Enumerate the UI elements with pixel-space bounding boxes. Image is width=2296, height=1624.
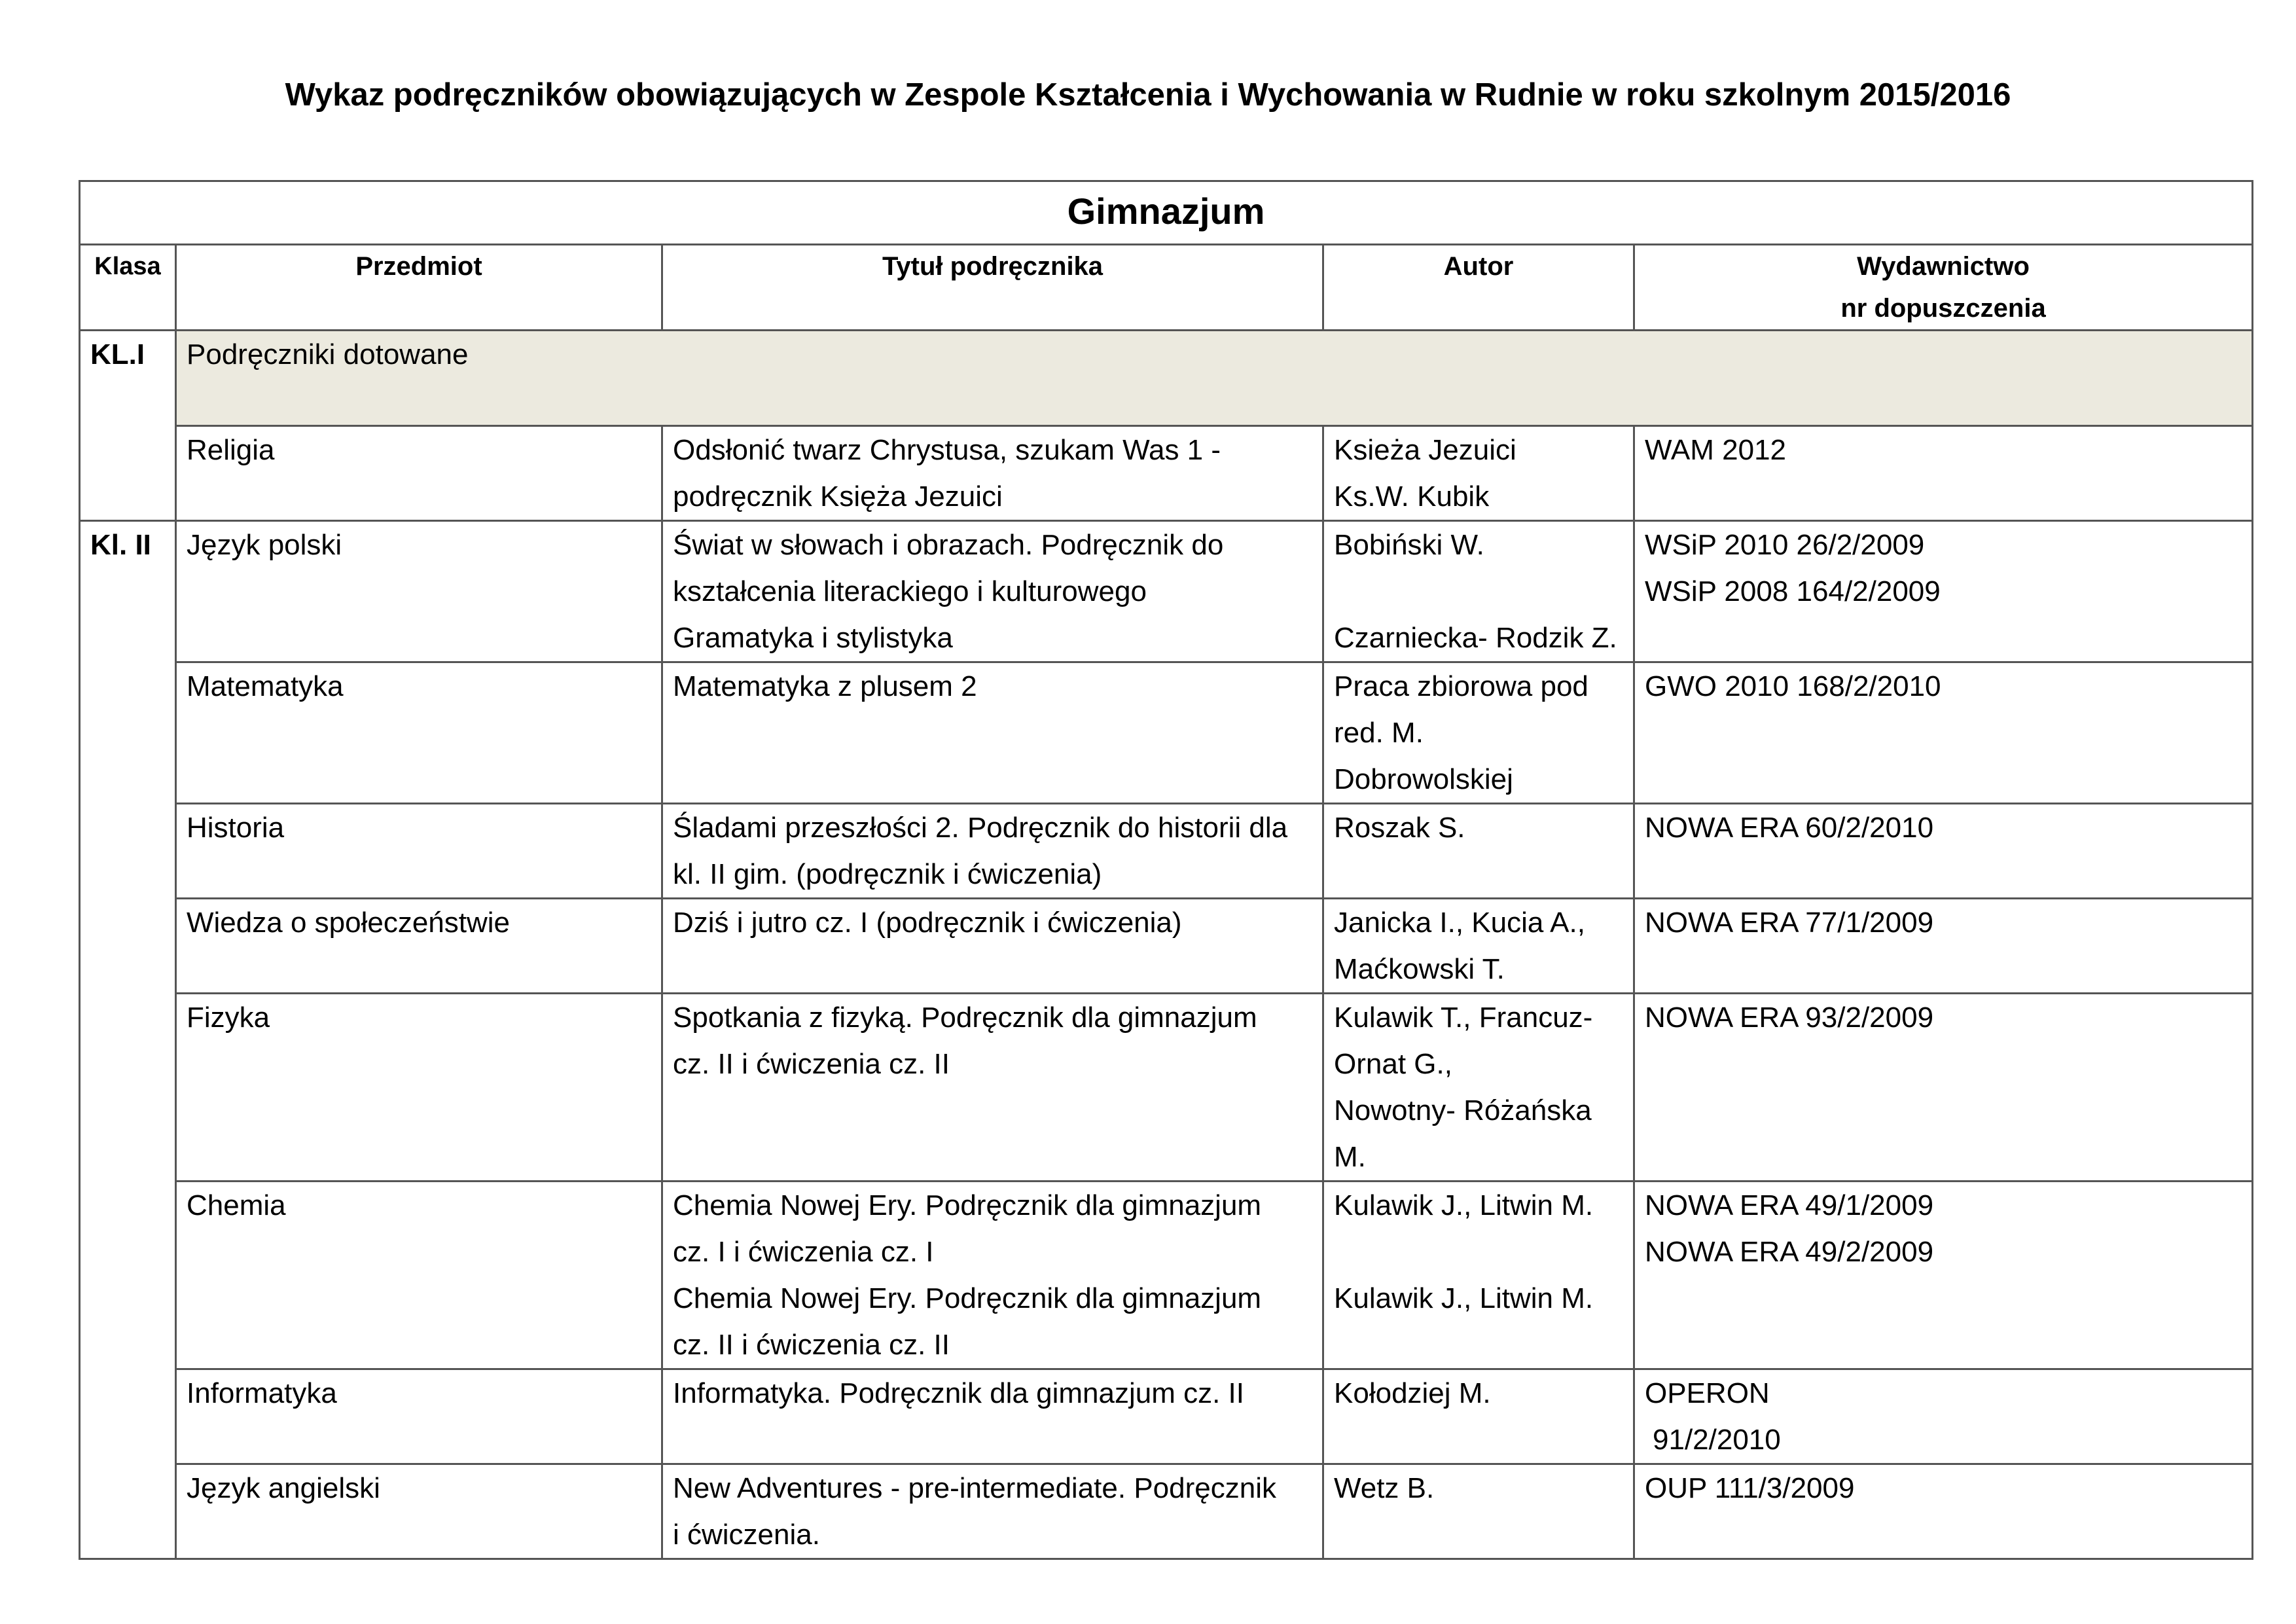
column-header-klasa: Klasa <box>80 245 176 331</box>
publisher-line: NOWA ERA 60/2/2010 <box>1645 812 1934 844</box>
title-line: cz. II i ćwiczenia cz. II <box>673 1048 950 1080</box>
title-line: Odsłonić twarz Chrystusa, szukam Was 1 - <box>673 434 1221 466</box>
table-row <box>80 426 2253 521</box>
title-cell <box>662 426 1323 521</box>
publisher-cell <box>1634 662 2253 804</box>
title-line: Spotkania z fizyką. Podręcznik dla gimnazjum <box>673 1001 1257 1034</box>
class-label-kl1: KL.I <box>80 331 176 521</box>
publisher-line: NOWA ERA 93/2/2009 <box>1645 1001 1934 1034</box>
title-cell <box>662 1182 1323 1369</box>
author-line: Kulawik T., Francuz- <box>1334 1001 1593 1034</box>
author-cell <box>1323 899 1634 994</box>
publisher-line: NOWA ERA 49/1/2009 <box>1645 1189 1934 1221</box>
subject-cell: Informatyka <box>176 1369 662 1464</box>
author-cell <box>1323 1182 1634 1369</box>
title-cell <box>662 899 1323 994</box>
class-label-kl2: Kl. II <box>80 521 176 1559</box>
author-cell <box>1323 1369 1634 1464</box>
dotowane-label: Podręczniki dotowane <box>176 331 2253 426</box>
document-title: Wykaz podręczników obowiązujących w Zespole Kształcenia i Wychowania w Rudnie w roku szkolnym 2015/2016 <box>285 77 2011 113</box>
subject-cell: Matematyka <box>176 662 662 804</box>
column-header-tytul: Tytuł podręcznika <box>662 245 1323 331</box>
table-row <box>80 899 2253 994</box>
publisher-line: WSiP 2010 26/2/2009 <box>1645 529 1925 561</box>
publisher-line: WSiP 2008 164/2/2009 <box>1645 575 1941 607</box>
title-cell <box>662 521 1323 662</box>
table-row <box>80 1464 2253 1559</box>
publisher-cell <box>1634 1464 2253 1559</box>
publisher-cell <box>1634 426 2253 521</box>
title-line: kl. II gim. (podręcznik i ćwiczenia) <box>673 858 1102 890</box>
title-line: Chemia Nowej Ery. Podręcznik dla gimnazjum <box>673 1282 1262 1314</box>
author-cell <box>1323 662 1634 804</box>
publisher-line: OPERON <box>1645 1377 1770 1409</box>
kl2-rows <box>80 521 2253 1559</box>
column-header-wydawnictwo <box>1634 245 2253 331</box>
publisher-cell <box>1634 994 2253 1182</box>
author-line: Roszak S. <box>1334 812 1465 844</box>
subject-cell: Wiedza o społeczeństwie <box>176 899 662 994</box>
title-cell <box>662 1464 1323 1559</box>
title-line: New Adventures - pre-intermediate. Podręcznik <box>673 1472 1276 1504</box>
table-row <box>80 521 2253 662</box>
publisher-line: NOWA ERA 49/2/2009 <box>1645 1236 1934 1268</box>
author-cell <box>1323 994 1634 1182</box>
subject-cell: Chemia <box>176 1182 662 1369</box>
author-line: red. M. <box>1334 717 1424 749</box>
author-line: Ornat G., <box>1334 1048 1452 1080</box>
author-line: Kołodziej M. <box>1334 1377 1491 1409</box>
title-cell <box>662 662 1323 804</box>
author-line: Janicka I., Kucia A., <box>1334 907 1585 939</box>
column-header-nr-dopuszczenia-line: nr dopuszczenia <box>1840 294 2046 323</box>
title-line: Dziś i jutro cz. I (podręcznik i ćwiczenia) <box>673 907 1182 939</box>
title-line: cz. II i ćwiczenia cz. II <box>673 1329 950 1361</box>
author-line: Maćkowski T. <box>1334 953 1505 985</box>
textbook-table <box>79 180 2253 1560</box>
title-line: Gramatyka i stylistyka <box>673 622 953 654</box>
author-cell <box>1323 804 1634 899</box>
dotowane-row <box>80 331 2253 426</box>
section-header-row <box>80 181 2253 245</box>
subject-cell: Historia <box>176 804 662 899</box>
publisher-line: 91/2/2010 <box>1653 1424 1781 1456</box>
author-line: Kulawik J., Litwin M. <box>1334 1189 1594 1221</box>
author-line <box>1334 568 1623 615</box>
author-cell <box>1323 426 1634 521</box>
title-cell <box>662 1369 1323 1464</box>
title-line: Świat w słowach i obrazach. Podręcznik do <box>673 529 1224 561</box>
publisher-cell <box>1634 1182 2253 1369</box>
author-line: M. <box>1334 1141 1366 1173</box>
title-line: i ćwiczenia. <box>673 1519 820 1551</box>
author-line: Wetz B. <box>1334 1472 1435 1504</box>
author-cell <box>1323 521 1634 662</box>
column-header-row <box>80 245 2253 331</box>
title-line: Chemia Nowej Ery. Podręcznik dla gimnazjum <box>673 1189 1262 1221</box>
section-title: Gimnazjum <box>80 181 2253 245</box>
author-line: Ksieża Jezuici <box>1334 434 1516 466</box>
subject-cell: Język polski <box>176 521 662 662</box>
title-line: Informatyka. Podręcznik dla gimnazjum cz. II <box>673 1377 1244 1409</box>
publisher-line: OUP 111/3/2009 <box>1645 1472 1855 1504</box>
publisher-line: WAM 2012 <box>1645 434 1787 466</box>
author-line: Praca zbiorowa pod <box>1334 670 1588 702</box>
author-line <box>1334 1229 1623 1275</box>
author-line: Kulawik J., Litwin M. <box>1334 1282 1594 1314</box>
subject-cell: Fizyka <box>176 994 662 1182</box>
author-line: Czarniecka- Rodzik Z. <box>1334 622 1617 654</box>
title-cell <box>662 994 1323 1182</box>
title-line: Matematyka z plusem 2 <box>673 670 977 702</box>
column-header-przedmiot: Przedmiot <box>176 245 662 331</box>
title-line: podręcznik Księża Jezuici <box>673 480 1003 513</box>
column-header-wydawnictwo-line: Wydawnictwo <box>1857 252 2030 281</box>
publisher-line: GWO 2010 168/2/2010 <box>1645 670 1941 702</box>
subject-cell: Religia <box>176 426 662 521</box>
publisher-cell <box>1634 1369 2253 1464</box>
title-line: cz. I i ćwiczenia cz. I <box>673 1236 934 1268</box>
table-row <box>80 1182 2253 1369</box>
publisher-line: NOWA ERA 77/1/2009 <box>1645 907 1934 939</box>
author-line: Dobrowolskiej <box>1334 763 1513 795</box>
table-row <box>80 1369 2253 1464</box>
column-header-autor: Autor <box>1323 245 1634 331</box>
title-line: Śladami przeszłości 2. Podręcznik do historii dla <box>673 812 1288 844</box>
table-row <box>80 662 2253 804</box>
author-line: Nowotny- Różańska <box>1334 1094 1592 1127</box>
author-line: Ks.W. Kubik <box>1334 480 1490 513</box>
subject-cell: Język angielski <box>176 1464 662 1559</box>
author-cell <box>1323 1464 1634 1559</box>
table-row <box>80 804 2253 899</box>
publisher-cell <box>1634 521 2253 662</box>
author-line: Bobiński W. <box>1334 529 1484 561</box>
publisher-cell <box>1634 804 2253 899</box>
table-row <box>80 994 2253 1182</box>
title-cell <box>662 804 1323 899</box>
title-line: kształcenia literackiego i kulturowego <box>673 575 1147 607</box>
publisher-cell <box>1634 899 2253 994</box>
